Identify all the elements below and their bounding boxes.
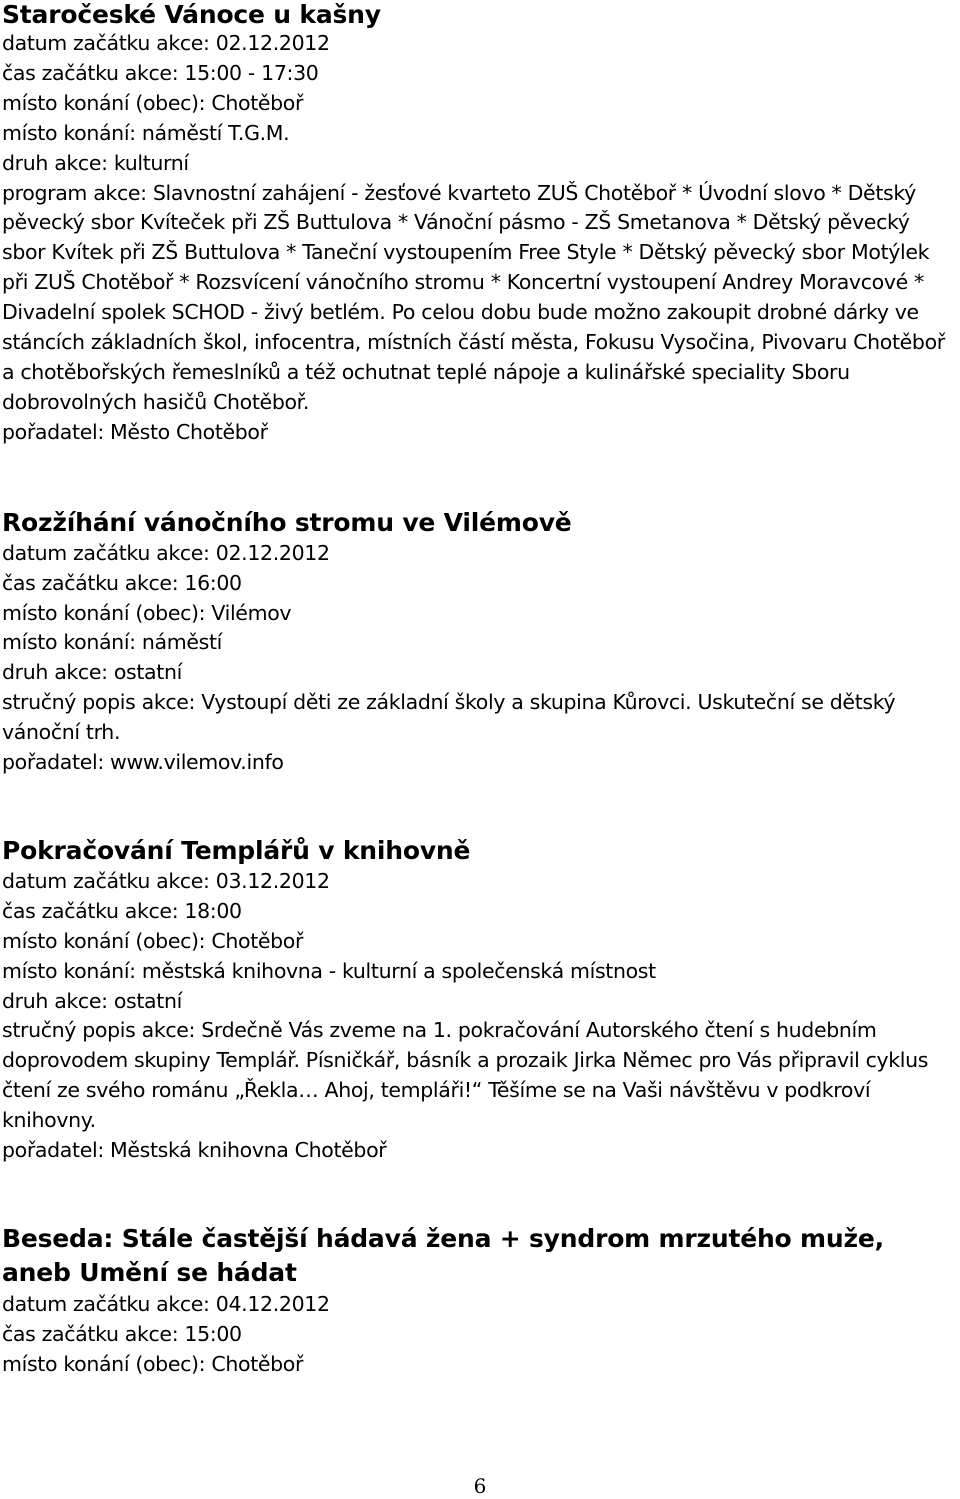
- event-venue: místo konání: městská knihovna - kulturní a společenská místnost: [2, 958, 656, 983]
- event-start-date: datum začátku akce: 02.12.2012: [2, 540, 330, 565]
- event-beseda: [2, 1222, 958, 1380]
- event-town: místo konání (obec): Chotěboř: [2, 90, 304, 115]
- event-town: místo konání (obec): Chotěboř: [2, 1351, 304, 1376]
- event-staroceske-vanoce: [2, 0, 958, 448]
- event-type: druh akce: ostatní: [2, 988, 182, 1013]
- event-vilemov-tree: [2, 507, 958, 778]
- event-town: místo konání (obec): Chotěboř: [2, 928, 304, 953]
- event-title: Rozžíhání vánočního stromu ve Vilémově: [2, 507, 572, 537]
- page-number: 6: [473, 1474, 487, 1498]
- event-start-time: čas začátku akce: 18:00: [2, 898, 242, 923]
- event-start-date: datum začátku akce: 02.12.2012: [2, 31, 330, 55]
- event-start-date: datum začátku akce: 03.12.2012: [2, 868, 330, 893]
- event-title: Pokračování Templářů v knihovně: [2, 835, 471, 865]
- event-description: stručný popis akce: Srdečně Vás zveme na 1. pokračování Autorského čtení s hudebním doprovodem skupiny Templář. Písničkář, básník a prozaik Jirka Němec pro Vás připravil cyklus čtení ze svého románu „Řekla… Ahoj, templáři!“ Těšíme se na Vaši návštěvu v podkroví knihovny.: [2, 1018, 929, 1133]
- event-organizer: pořadatel: Městská knihovna Chotěboř: [2, 1138, 387, 1163]
- event-type: druh akce: kulturní: [2, 150, 189, 175]
- event-start-time: čas začátku akce: 16:00: [2, 570, 242, 595]
- event-start-time: čas začátku akce: 15:00 - 17:30: [2, 60, 319, 85]
- event-program: program akce: Slavnostní zahájení - žesťové kvarteto ZUŠ Chotěboř * Úvodní slovo * Dětský pěvecký sbor Kvíteček při ZŠ Buttulova * Vánoční pásmo - ZŠ Smetanova * Dětský pěvecký sbor Kvítek při ZŠ Buttulova * Taneční vystoupením Free Style * Dětský pěvecký sbor Motýlek při ZUŠ Chotěboř * Rozsvícení vánočního stromu * Koncertní vystoupení Andrey Moravcové * Divadelní spolek SCHOD - živý betlém. Po celou dobu bude možno zakoupit drobné dárky ve stáncích základních škol, infocentra, místních částí města, Fokusu Vysočina, Pivovaru Chotěboř a chotěbořských řemeslníků a též ochutnat teplé nápoje a kulinářské speciality Sboru dobrovolných hasičů Chotěboř.: [2, 180, 945, 414]
- event-templari-library: [2, 835, 958, 1166]
- event-organizer: pořadatel: Město Chotěboř: [2, 419, 268, 444]
- event-start-date: datum začátku akce: 04.12.2012: [2, 1292, 330, 1316]
- event-type: druh akce: ostatní: [2, 660, 182, 685]
- event-organizer: pořadatel: www.vilemov.info: [2, 750, 284, 775]
- event-start-time: čas začátku akce: 15:00: [2, 1321, 242, 1346]
- event-description: stručný popis akce: Vystoupí děti ze základní školy a skupina Kůrovci. Uskuteční se dětský vánoční trh.: [2, 690, 896, 745]
- event-venue: místo konání: náměstí T.G.M.: [2, 120, 290, 145]
- event-title: Beseda: Stále častější hádavá žena + syndrom mrzutého muže, aneb Umění se hádat: [2, 1224, 884, 1287]
- event-title: Staročeské Vánoce u kašny: [2, 0, 381, 29]
- event-town: místo konání (obec): Vilémov: [2, 600, 292, 625]
- event-venue: místo konání: náměstí: [2, 630, 222, 655]
